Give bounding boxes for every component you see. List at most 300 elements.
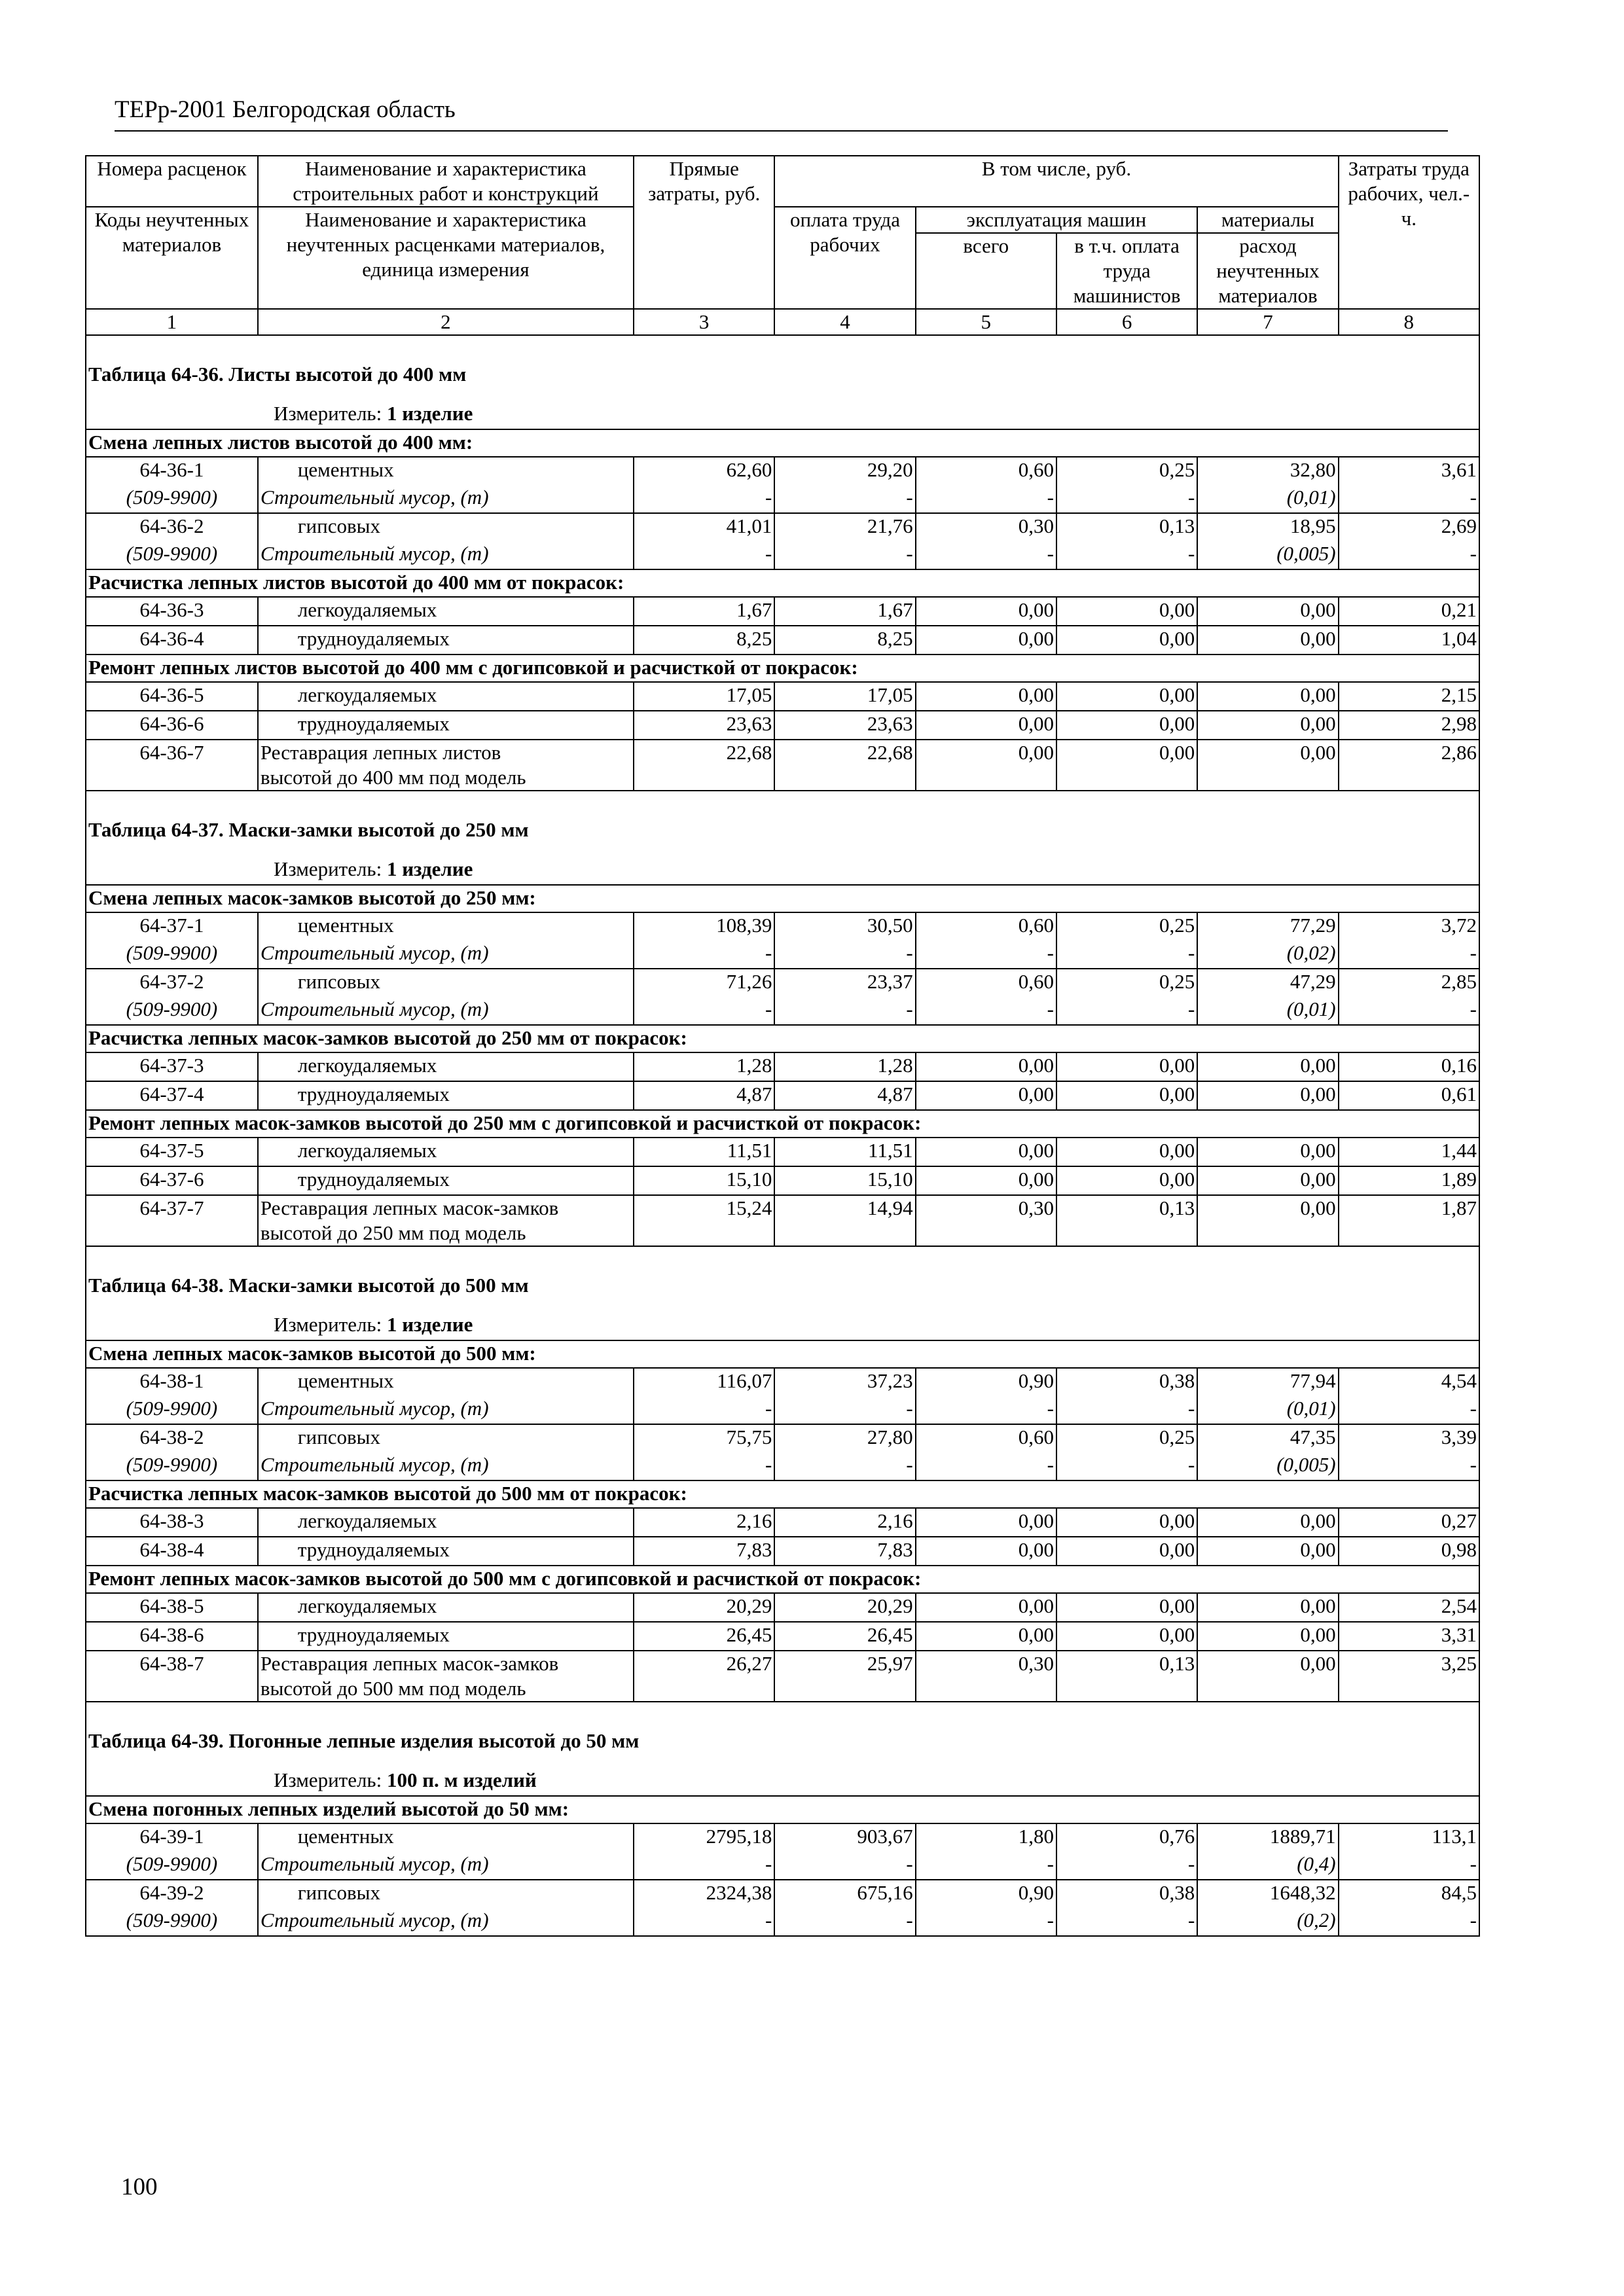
table-row bbox=[86, 513, 1479, 541]
value-cell: 0,00 bbox=[916, 1593, 1056, 1622]
value-cell: 2,16 bbox=[774, 1508, 915, 1537]
material-row bbox=[86, 1396, 1479, 1424]
material-code: (509-9900) bbox=[86, 1852, 258, 1880]
work-name-line: легкоудаляемых bbox=[297, 1139, 437, 1162]
value-cell: 1,89 bbox=[1339, 1166, 1479, 1195]
value-cell: 113,1 bbox=[1339, 1823, 1479, 1852]
value-cell: 1,87 bbox=[1339, 1195, 1479, 1246]
col-number: 7 bbox=[1197, 309, 1338, 335]
page-number: 100 bbox=[121, 2174, 158, 2200]
spacer bbox=[86, 791, 1479, 817]
material-value-cell: - bbox=[634, 1396, 774, 1424]
section-heading: Смена лепных масок-замков высотой до 500 мм: bbox=[86, 1340, 1479, 1368]
work-name-line: легкоудаляемых bbox=[297, 598, 437, 621]
value-cell: 8,25 bbox=[634, 626, 774, 655]
material-value-cell: - bbox=[634, 1452, 774, 1480]
table-body bbox=[86, 156, 1479, 1936]
value-cell: 0,00 bbox=[1197, 1537, 1338, 1566]
value-cell: 0,13 bbox=[1056, 1195, 1197, 1246]
material-name: Строительный мусор, (т) bbox=[258, 1396, 634, 1424]
table-row bbox=[86, 740, 1479, 791]
value-cell: 0,90 bbox=[916, 1880, 1056, 1908]
material-value-cell: - bbox=[634, 1908, 774, 1936]
value-cell: 0,00 bbox=[1056, 1081, 1197, 1110]
rate-code: 64-37-6 bbox=[86, 1166, 258, 1195]
value-cell: 0,00 bbox=[1197, 1052, 1338, 1081]
col-number: 6 bbox=[1056, 309, 1197, 335]
table-row bbox=[86, 626, 1479, 655]
value-cell: 0,30 bbox=[916, 1195, 1056, 1246]
spacer-row bbox=[86, 1246, 1479, 1273]
spacer-row bbox=[86, 791, 1479, 817]
material-code: (509-9900) bbox=[86, 1396, 258, 1424]
table-title-row bbox=[86, 362, 1479, 401]
value-cell: 4,54 bbox=[1339, 1368, 1479, 1396]
material-name: Строительный мусор, (т) bbox=[258, 1452, 634, 1480]
material-code: (509-9900) bbox=[86, 997, 258, 1025]
material-value-cell: - bbox=[1056, 541, 1197, 569]
value-cell: 17,05 bbox=[774, 682, 915, 711]
value-cell: 20,29 bbox=[774, 1593, 915, 1622]
material-value-cell: - bbox=[1339, 941, 1479, 969]
material-value-cell: - bbox=[916, 1852, 1056, 1880]
value-cell: 0,00 bbox=[1197, 682, 1338, 711]
value-cell: 116,07 bbox=[634, 1368, 774, 1396]
value-cell: 0,00 bbox=[916, 1052, 1056, 1081]
work-name bbox=[258, 1880, 634, 1908]
work-name-line: трудноудаляемых bbox=[297, 627, 450, 650]
section-heading-row bbox=[86, 1566, 1479, 1593]
work-name bbox=[258, 711, 634, 740]
material-value-cell: - bbox=[634, 485, 774, 513]
value-cell: 0,00 bbox=[1197, 1195, 1338, 1246]
material-value-cell: (0,01) bbox=[1197, 997, 1338, 1025]
work-name bbox=[258, 1651, 634, 1702]
work-name bbox=[258, 626, 634, 655]
value-cell: 0,00 bbox=[1056, 626, 1197, 655]
value-cell: 32,80 bbox=[1197, 457, 1338, 485]
hdr-material-name: Наименование и характеристика неучтенных расценками материалов, единица измерения bbox=[258, 207, 634, 309]
value-cell: 0,00 bbox=[1056, 740, 1197, 791]
value-cell: 0,00 bbox=[1056, 1508, 1197, 1537]
material-name: Строительный мусор, (т) bbox=[258, 485, 634, 513]
table-row bbox=[86, 457, 1479, 485]
work-name-line: цементных bbox=[297, 1369, 394, 1392]
value-cell: 26,45 bbox=[774, 1622, 915, 1651]
material-name: Строительный мусор, (т) bbox=[258, 997, 634, 1025]
material-row bbox=[86, 1852, 1479, 1880]
value-cell: 0,00 bbox=[1056, 1537, 1197, 1566]
hdr-operator-pay: в т.ч. оплата труда машинистов bbox=[1056, 233, 1197, 309]
work-name-line: Реставрация лепных масок-замков bbox=[260, 1196, 559, 1219]
value-cell: 21,76 bbox=[774, 513, 915, 541]
value-cell: 0,21 bbox=[1339, 597, 1479, 626]
work-name bbox=[258, 597, 634, 626]
rate-code: 64-37-4 bbox=[86, 1081, 258, 1110]
table-title-row bbox=[86, 1729, 1479, 1768]
value-cell: 4,87 bbox=[774, 1081, 915, 1110]
material-value-cell: - bbox=[634, 941, 774, 969]
value-cell: 0,00 bbox=[916, 1508, 1056, 1537]
material-value-cell: - bbox=[916, 941, 1056, 969]
value-cell: 0,00 bbox=[1197, 1166, 1338, 1195]
unit-label: Измеритель: bbox=[274, 857, 382, 880]
value-cell: 0,60 bbox=[916, 1424, 1056, 1452]
value-cell: 0,76 bbox=[1056, 1823, 1197, 1852]
material-value-cell: - bbox=[774, 1852, 915, 1880]
value-cell: 0,38 bbox=[1056, 1880, 1197, 1908]
work-name-line: гипсовых bbox=[297, 1881, 380, 1904]
section-heading: Расчистка лепных листов высотой до 400 мм от покрасок: bbox=[86, 569, 1479, 597]
spacer bbox=[86, 335, 1479, 362]
value-cell: 1,04 bbox=[1339, 626, 1479, 655]
rate-code: 64-38-6 bbox=[86, 1622, 258, 1651]
work-name bbox=[258, 1823, 634, 1852]
value-cell: 0,60 bbox=[916, 912, 1056, 941]
rate-code: 64-38-5 bbox=[86, 1593, 258, 1622]
material-value-cell: - bbox=[774, 541, 915, 569]
value-cell: 20,29 bbox=[634, 1593, 774, 1622]
table-row bbox=[86, 969, 1479, 997]
col-number: 8 bbox=[1339, 309, 1479, 335]
work-name bbox=[258, 1368, 634, 1396]
value-cell: 675,16 bbox=[774, 1880, 915, 1908]
material-value-cell: - bbox=[1339, 1452, 1479, 1480]
section-heading: Расчистка лепных масок-замков высотой до 500 мм от покрасок: bbox=[86, 1480, 1479, 1508]
material-value-cell: - bbox=[774, 485, 915, 513]
section-heading-row bbox=[86, 1340, 1479, 1368]
material-row bbox=[86, 1452, 1479, 1480]
unit-value: 1 изделие bbox=[386, 1313, 473, 1336]
spacer bbox=[86, 1246, 1479, 1273]
value-cell: 0,00 bbox=[1197, 1138, 1338, 1166]
table-title: Таблица 64-37. Маски-замки высотой до 250 мм bbox=[86, 817, 1479, 857]
material-value-cell: - bbox=[774, 1396, 915, 1424]
table-row bbox=[86, 1537, 1479, 1566]
table-row bbox=[86, 1166, 1479, 1195]
value-cell: 0,27 bbox=[1339, 1508, 1479, 1537]
material-value-cell: - bbox=[1339, 1396, 1479, 1424]
material-value-cell: - bbox=[1056, 1452, 1197, 1480]
value-cell: 7,83 bbox=[774, 1537, 915, 1566]
measure-unit bbox=[86, 857, 1479, 885]
value-cell: 0,00 bbox=[1056, 682, 1197, 711]
value-cell: 1,67 bbox=[774, 597, 915, 626]
material-name: Строительный мусор, (т) bbox=[258, 1908, 634, 1936]
work-name bbox=[258, 740, 634, 791]
value-cell: 8,25 bbox=[774, 626, 915, 655]
measure-unit bbox=[86, 401, 1479, 429]
section-heading: Ремонт лепных масок-замков высотой до 250 мм с догипсовкой и расчисткой от покрасок: bbox=[86, 1110, 1479, 1138]
material-row bbox=[86, 1908, 1479, 1936]
value-cell: 18,95 bbox=[1197, 513, 1338, 541]
work-name bbox=[258, 457, 634, 485]
material-value-cell: - bbox=[774, 1908, 915, 1936]
rate-code: 64-36-3 bbox=[86, 597, 258, 626]
value-cell: 0,25 bbox=[1056, 457, 1197, 485]
table-row bbox=[86, 1508, 1479, 1537]
value-cell: 22,68 bbox=[634, 740, 774, 791]
material-code: (509-9900) bbox=[86, 941, 258, 969]
section-heading: Расчистка лепных масок-замков высотой до 250 мм от покрасок: bbox=[86, 1025, 1479, 1052]
rate-code: 64-39-2 bbox=[86, 1880, 258, 1908]
section-heading-row bbox=[86, 1796, 1479, 1823]
value-cell: 47,35 bbox=[1197, 1424, 1338, 1452]
material-value-cell: - bbox=[1056, 997, 1197, 1025]
work-name-line: легкоудаляемых bbox=[297, 1594, 437, 1617]
value-cell: 0,00 bbox=[1197, 1651, 1338, 1702]
value-cell: 47,29 bbox=[1197, 969, 1338, 997]
value-cell: 108,39 bbox=[634, 912, 774, 941]
material-value-cell: - bbox=[634, 997, 774, 1025]
section-heading: Смена лепных листов высотой до 400 мм: bbox=[86, 429, 1479, 457]
work-name bbox=[258, 1081, 634, 1110]
value-cell: 1,80 bbox=[916, 1823, 1056, 1852]
material-value-cell: (0,4) bbox=[1197, 1852, 1338, 1880]
material-value-cell: - bbox=[634, 541, 774, 569]
value-cell: 0,00 bbox=[916, 1081, 1056, 1110]
table-title: Таблица 64-39. Погонные лепные изделия высотой до 50 мм bbox=[86, 1729, 1479, 1768]
value-cell: 62,60 bbox=[634, 457, 774, 485]
value-cell: 17,05 bbox=[634, 682, 774, 711]
hdr-work-name: Наименование и характеристика строительных работ и конструкций bbox=[258, 156, 634, 207]
work-name bbox=[258, 682, 634, 711]
work-name-line: высотой до 500 мм под модель bbox=[260, 1677, 526, 1700]
col-number: 1 bbox=[86, 309, 258, 335]
value-cell: 23,37 bbox=[774, 969, 915, 997]
rate-code: 64-37-1 bbox=[86, 912, 258, 941]
value-cell: 0,13 bbox=[1056, 1651, 1197, 1702]
value-cell: 23,63 bbox=[774, 711, 915, 740]
work-name-line: Реставрация лепных масок-замков bbox=[260, 1652, 559, 1675]
material-code: (509-9900) bbox=[86, 1908, 258, 1936]
work-name-line: цементных bbox=[297, 458, 394, 481]
value-cell: 2,69 bbox=[1339, 513, 1479, 541]
rate-code: 64-37-3 bbox=[86, 1052, 258, 1081]
work-name bbox=[258, 912, 634, 941]
value-cell: 41,01 bbox=[634, 513, 774, 541]
table-title-row bbox=[86, 1273, 1479, 1312]
work-name-line: трудноудаляемых bbox=[297, 1538, 450, 1561]
unit-value: 1 изделие bbox=[386, 402, 473, 425]
table-row bbox=[86, 1593, 1479, 1622]
material-code: (509-9900) bbox=[86, 1452, 258, 1480]
value-cell: 0,00 bbox=[1056, 1052, 1197, 1081]
material-value-cell: - bbox=[916, 997, 1056, 1025]
value-cell: 0,13 bbox=[1056, 513, 1197, 541]
value-cell: 2,85 bbox=[1339, 969, 1479, 997]
value-cell: 11,51 bbox=[634, 1138, 774, 1166]
unit-label: Измеритель: bbox=[274, 1768, 382, 1791]
table-row bbox=[86, 597, 1479, 626]
value-cell: 0,00 bbox=[1056, 597, 1197, 626]
material-value-cell: - bbox=[916, 485, 1056, 513]
material-row bbox=[86, 997, 1479, 1025]
spacer-row bbox=[86, 1702, 1479, 1729]
value-cell: 77,29 bbox=[1197, 912, 1338, 941]
material-value-cell: - bbox=[1056, 1852, 1197, 1880]
work-name-line: гипсовых bbox=[297, 1426, 380, 1448]
hdr-worker-pay: оплата труда рабочих bbox=[774, 207, 915, 309]
measure-unit-row bbox=[86, 401, 1479, 429]
value-cell: 0,00 bbox=[1056, 1166, 1197, 1195]
work-name-line: цементных bbox=[297, 1825, 394, 1848]
work-name-line: высотой до 250 мм под модель bbox=[260, 1221, 526, 1244]
work-name bbox=[258, 1593, 634, 1622]
material-row bbox=[86, 541, 1479, 569]
work-name-line: трудноудаляемых bbox=[297, 1623, 450, 1646]
work-name bbox=[258, 513, 634, 541]
rate-code: 64-39-1 bbox=[86, 1823, 258, 1852]
value-cell: 0,30 bbox=[916, 513, 1056, 541]
work-name bbox=[258, 1052, 634, 1081]
table-row bbox=[86, 1081, 1479, 1110]
material-value-cell: - bbox=[774, 997, 915, 1025]
value-cell: 0,25 bbox=[1056, 969, 1197, 997]
value-cell: 37,23 bbox=[774, 1368, 915, 1396]
work-name bbox=[258, 1138, 634, 1166]
hdr-materials: материалы bbox=[1197, 207, 1338, 233]
material-name: Строительный мусор, (т) bbox=[258, 941, 634, 969]
material-value-cell: - bbox=[1056, 941, 1197, 969]
value-cell: 3,25 bbox=[1339, 1651, 1479, 1702]
section-heading-row bbox=[86, 1025, 1479, 1052]
value-cell: 0,60 bbox=[916, 969, 1056, 997]
rate-code: 64-36-1 bbox=[86, 457, 258, 485]
material-value-cell: - bbox=[1056, 1396, 1197, 1424]
value-cell: 2,16 bbox=[634, 1508, 774, 1537]
rate-code: 64-38-7 bbox=[86, 1651, 258, 1702]
table-row bbox=[86, 711, 1479, 740]
work-name-line: трудноудаляемых bbox=[297, 1168, 450, 1191]
value-cell: 0,00 bbox=[916, 711, 1056, 740]
unit-label: Измеритель: bbox=[274, 1313, 382, 1336]
value-cell: 0,00 bbox=[1197, 1508, 1338, 1537]
material-value-cell: (0,005) bbox=[1197, 541, 1338, 569]
hdr-material-codes: Коды неучтенных материалов bbox=[86, 207, 258, 309]
value-cell: 0,00 bbox=[1056, 1138, 1197, 1166]
rate-code: 64-38-3 bbox=[86, 1508, 258, 1537]
value-cell: 22,68 bbox=[774, 740, 915, 791]
value-cell: 23,63 bbox=[634, 711, 774, 740]
measure-unit bbox=[86, 1768, 1479, 1796]
value-cell: 71,26 bbox=[634, 969, 774, 997]
value-cell: 3,31 bbox=[1339, 1622, 1479, 1651]
material-value-cell: - bbox=[634, 1852, 774, 1880]
value-cell: 1,67 bbox=[634, 597, 774, 626]
value-cell: 0,00 bbox=[916, 1622, 1056, 1651]
value-cell: 25,97 bbox=[774, 1651, 915, 1702]
value-cell: 1648,32 bbox=[1197, 1880, 1338, 1908]
material-code: (509-9900) bbox=[86, 541, 258, 569]
value-cell: 26,27 bbox=[634, 1651, 774, 1702]
value-cell: 0,00 bbox=[1056, 1622, 1197, 1651]
value-cell: 3,72 bbox=[1339, 912, 1479, 941]
value-cell: 1,28 bbox=[634, 1052, 774, 1081]
table-row bbox=[86, 1880, 1479, 1908]
measure-unit bbox=[86, 1312, 1479, 1340]
table-row bbox=[86, 682, 1479, 711]
material-value-cell: - bbox=[1339, 1852, 1479, 1880]
section-heading-row bbox=[86, 885, 1479, 912]
value-cell: 0,00 bbox=[1056, 1593, 1197, 1622]
value-cell: 1,44 bbox=[1339, 1138, 1479, 1166]
col-number: 2 bbox=[258, 309, 634, 335]
rate-code: 64-36-2 bbox=[86, 513, 258, 541]
material-value-cell: - bbox=[1056, 1908, 1197, 1936]
section-heading-row bbox=[86, 1110, 1479, 1138]
rate-code: 64-36-4 bbox=[86, 626, 258, 655]
material-value-cell: - bbox=[916, 1452, 1056, 1480]
table-row bbox=[86, 1424, 1479, 1452]
value-cell: 0,00 bbox=[916, 1166, 1056, 1195]
work-name-line: легкоудаляемых bbox=[297, 1509, 437, 1532]
material-value-cell: - bbox=[774, 1452, 915, 1480]
value-cell: 0,90 bbox=[916, 1368, 1056, 1396]
rate-code: 64-36-5 bbox=[86, 682, 258, 711]
section-heading-row bbox=[86, 655, 1479, 682]
rate-code: 64-36-7 bbox=[86, 740, 258, 791]
measure-unit-row bbox=[86, 1768, 1479, 1796]
material-value-cell: (0,2) bbox=[1197, 1908, 1338, 1936]
value-cell: 14,94 bbox=[774, 1195, 915, 1246]
value-cell: 2,98 bbox=[1339, 711, 1479, 740]
hdr-rate-numbers: Номера расценок bbox=[86, 156, 258, 207]
value-cell: 4,87 bbox=[634, 1081, 774, 1110]
work-name bbox=[258, 1508, 634, 1537]
value-cell: 11,51 bbox=[774, 1138, 915, 1166]
value-cell: 2,54 bbox=[1339, 1593, 1479, 1622]
material-row bbox=[86, 485, 1479, 513]
section-heading-row bbox=[86, 569, 1479, 597]
table-row bbox=[86, 1195, 1479, 1246]
hdr-material-usage: расход неучтенных материалов bbox=[1197, 233, 1338, 309]
work-name-line: высотой до 400 мм под модель bbox=[260, 766, 526, 789]
hdr-machine-operation: эксплуатация машин bbox=[916, 207, 1198, 233]
col-number: 5 bbox=[916, 309, 1056, 335]
material-name: Строительный мусор, (т) bbox=[258, 541, 634, 569]
material-value-cell: - bbox=[1339, 997, 1479, 1025]
material-value-cell: - bbox=[916, 1396, 1056, 1424]
material-code: (509-9900) bbox=[86, 485, 258, 513]
measure-unit-row bbox=[86, 1312, 1479, 1340]
table-row bbox=[86, 912, 1479, 941]
value-cell: 26,45 bbox=[634, 1622, 774, 1651]
material-row bbox=[86, 941, 1479, 969]
value-cell: 0,00 bbox=[916, 1537, 1056, 1566]
table-title-row bbox=[86, 817, 1479, 857]
value-cell: 27,80 bbox=[774, 1424, 915, 1452]
col-number: 4 bbox=[774, 309, 915, 335]
rate-code: 64-38-4 bbox=[86, 1537, 258, 1566]
value-cell: 3,61 bbox=[1339, 457, 1479, 485]
value-cell: 30,50 bbox=[774, 912, 915, 941]
value-cell: 15,10 bbox=[634, 1166, 774, 1195]
work-name bbox=[258, 1622, 634, 1651]
value-cell: 15,24 bbox=[634, 1195, 774, 1246]
value-cell: 77,94 bbox=[1197, 1368, 1338, 1396]
material-value-cell: - bbox=[916, 541, 1056, 569]
work-name bbox=[258, 1166, 634, 1195]
value-cell: 903,67 bbox=[774, 1823, 915, 1852]
value-cell: 0,61 bbox=[1339, 1081, 1479, 1110]
work-name-line: цементных bbox=[297, 914, 394, 937]
value-cell: 0,00 bbox=[916, 597, 1056, 626]
measure-unit-row bbox=[86, 857, 1479, 885]
work-name bbox=[258, 1424, 634, 1452]
material-value-cell: (0,01) bbox=[1197, 485, 1338, 513]
table-row bbox=[86, 1138, 1479, 1166]
